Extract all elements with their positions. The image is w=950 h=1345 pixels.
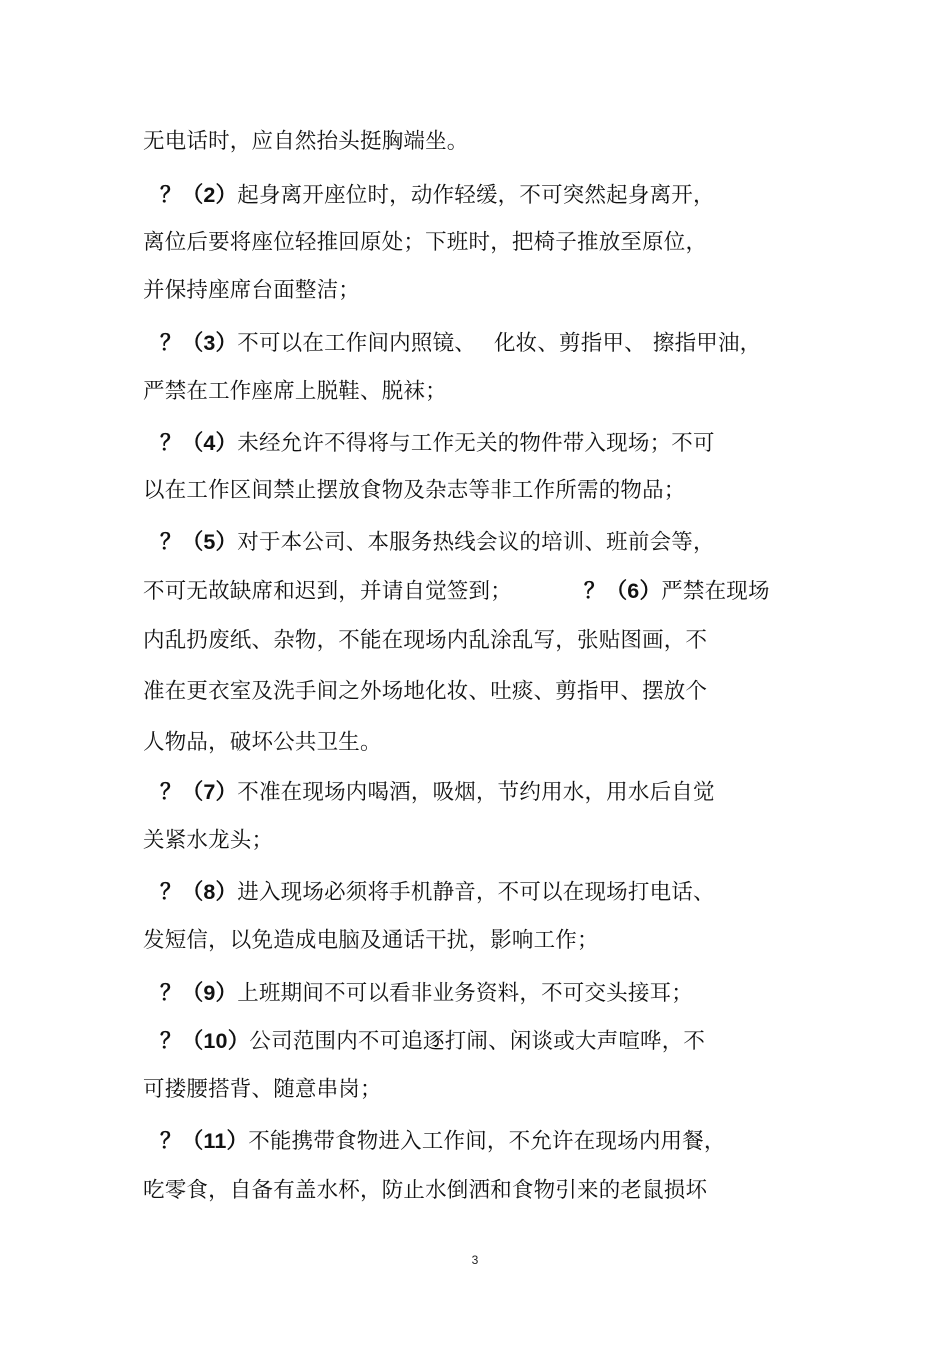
bullet-marker: ？ [160, 431, 182, 455]
text-line: 不可无故缺席和迟到，并请自觉签到； ？（6）严禁在现场 [143, 579, 770, 604]
text-line: 发短信，以免造成电脑及通话干扰，影响工作； [143, 928, 599, 953]
item-number: （5） [181, 530, 238, 554]
text-line: 严禁在工作座席上脱鞋、脱袜； [143, 379, 447, 404]
item-number: （2） [181, 183, 238, 207]
bullet-marker: ？ [160, 981, 182, 1005]
text-line: 以在工作区间禁止摆放食物及杂志等非工作所需的物品； [143, 478, 686, 503]
text-line: 并保持座席台面整洁； [143, 278, 361, 303]
item-number: （9） [181, 981, 238, 1005]
item-number: （11） [181, 1129, 249, 1153]
bullet-marker: ？ [160, 1129, 182, 1153]
bullet-marker: ？ [160, 780, 182, 804]
text-line: 无电话时，应自然抬头挺胸端坐。 [143, 129, 469, 154]
list-item: ？（10）公司范围内不可追逐打闹、闲谈或大声喧哗，不 [160, 1029, 706, 1054]
bullet-marker: ？ [160, 530, 182, 554]
text-line: 离位后要将座位轻推回原处；下班时，把椅子推放至原位， [143, 230, 708, 255]
list-item: ？（5）对于本公司、本服务热线会议的培训、班前会等， [160, 530, 715, 555]
text-line: 人物品，破坏公共卫生。 [143, 730, 382, 755]
list-item: ？（8）进入现场必须将手机静音，不可以在现场打电话、 [160, 880, 715, 905]
list-item: ？（4）未经允许不得将与工作无关的物件带入现场；不可 [160, 431, 715, 456]
text-line: 内乱扔废纸、杂物，不能在现场内乱涂乱写，张贴图画，不 [143, 628, 708, 653]
list-item: ？（9）上班期间不可以看非业务资料，不可交头接耳； [160, 981, 693, 1006]
text-line: 准在更衣室及洗手间之外场地化妆、吐痰、剪指甲、摆放个 [143, 679, 708, 704]
text-line: 关紧水龙头； [143, 828, 274, 853]
page-number: 3 [471, 1253, 479, 1267]
bullet-marker: ？ [160, 183, 182, 207]
item-number: （8） [181, 880, 238, 904]
text-line: 可搂腰搭背、随意串岗； [143, 1077, 382, 1102]
item-number: （6） [605, 579, 662, 603]
list-item: ？（2）起身离开座位时，动作轻缓，不可突然起身离开， [160, 183, 715, 208]
item-number: （7） [181, 780, 238, 804]
bullet-marker: ？ [160, 331, 182, 355]
list-item: ？（3）不可以在工作间内照镜、 化妆、剪指甲、 擦指甲油， [160, 331, 762, 356]
item-number: （10） [181, 1029, 250, 1053]
bullet-marker: ？ [160, 880, 182, 904]
list-item: ？（7）不准在现场内喝酒，吸烟，节约用水，用水后自觉 [160, 780, 715, 805]
bullet-marker: ？ [583, 579, 606, 603]
bullet-marker: ？ [160, 1029, 182, 1053]
text-line: 吃零食，自备有盖水杯，防止水倒洒和食物引来的老鼠损坏 [143, 1178, 708, 1203]
item-number: （3） [181, 331, 238, 355]
list-item: ？（11）不能携带食物进入工作间，不允许在现场内用餐， [160, 1129, 726, 1154]
item-number: （4） [181, 431, 238, 455]
